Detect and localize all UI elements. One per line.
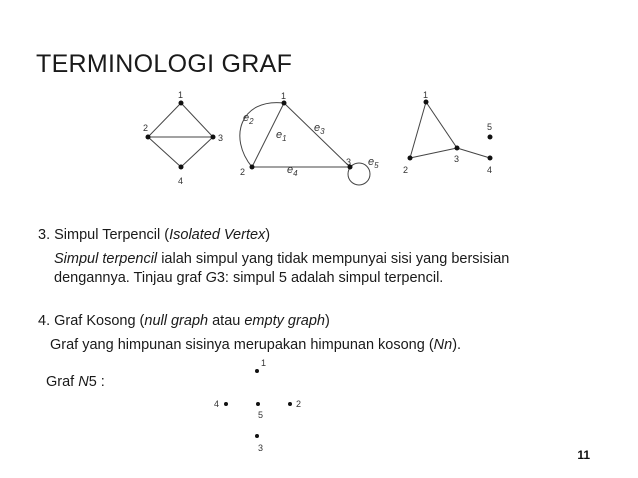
g2-edge-label-e1: $e_1$ (276, 129, 287, 143)
g3-label-2: 2 (403, 165, 409, 175)
section4-example-label: Graf N5 : (46, 374, 105, 390)
g2-edge-label-e4: $e_4$ (287, 164, 298, 178)
g2-edge-label-e5: $e_5$ (368, 156, 379, 170)
g3-vertex-5 (488, 135, 493, 140)
n5-vertex-2 (288, 402, 292, 406)
g1-vertex-1 (179, 101, 184, 106)
n5-vertex-3 (255, 434, 259, 438)
g2-label-3: 3 (346, 157, 352, 167)
g3-label-1: 1 (423, 90, 429, 100)
n5-label-2: 2 (296, 399, 302, 409)
n5-label-1: 1 (261, 358, 267, 368)
n5-label-3: 3 (258, 443, 264, 453)
slide-title: TERMINOLOGI GRAF (36, 50, 293, 78)
n5-label-4: 4 (214, 399, 220, 409)
g2-edge-label-e3: $e_3$ (314, 122, 325, 136)
g2-edge-label-e2: $e_2$ (243, 112, 254, 126)
g2-label-1: 1 (281, 91, 287, 101)
g1-label-3: 3 (218, 133, 224, 143)
section3-heading: 3. Simpul Terpencil (Isolated Vertex) (38, 227, 271, 243)
g3-vertex-3 (455, 146, 460, 151)
section3-definition-line2: dengannya. Tinjau graf G3: simpul 5 adalah simpul terpencil. (54, 270, 444, 286)
g1-label-1: 1 (178, 90, 184, 100)
g2-vertex-1 (282, 101, 287, 106)
g3-vertex-2 (408, 156, 413, 161)
section4-heading: 4. Graf Kosong (null graph atau empty graph) (38, 313, 330, 329)
graph-g2 (240, 103, 370, 185)
g3-vertex-1 (424, 100, 429, 105)
section3-definition-line1: Simpul terpencil ialah simpul yang tidak mempunyai sisi yang bersisian (54, 251, 510, 267)
g3-label-5: 5 (487, 122, 493, 132)
page-number: 11 (577, 448, 590, 462)
g3-vertex-4 (488, 156, 493, 161)
n5-vertex-5 (256, 402, 260, 406)
g3-label-3: 3 (454, 154, 460, 164)
graph-n5 (224, 369, 292, 438)
n5-label-5: 5 (258, 410, 264, 420)
g1-vertex-3 (211, 135, 216, 140)
graph-g1 (148, 103, 213, 167)
g1-label-4: 4 (178, 176, 184, 186)
g1-vertex-4 (179, 165, 184, 170)
n5-vertex-4 (224, 402, 228, 406)
section4-definition: Graf yang himpunan sisinya merupakan himpunan kosong (Nn). (50, 337, 462, 353)
graph-g3 (410, 102, 493, 158)
g2-vertex-2 (250, 165, 255, 170)
g2-label-2: 2 (240, 167, 246, 177)
g3-label-4: 4 (487, 165, 493, 175)
g1-vertex-2 (146, 135, 151, 140)
g1-label-2: 2 (143, 123, 149, 133)
n5-vertex-1 (255, 369, 259, 373)
